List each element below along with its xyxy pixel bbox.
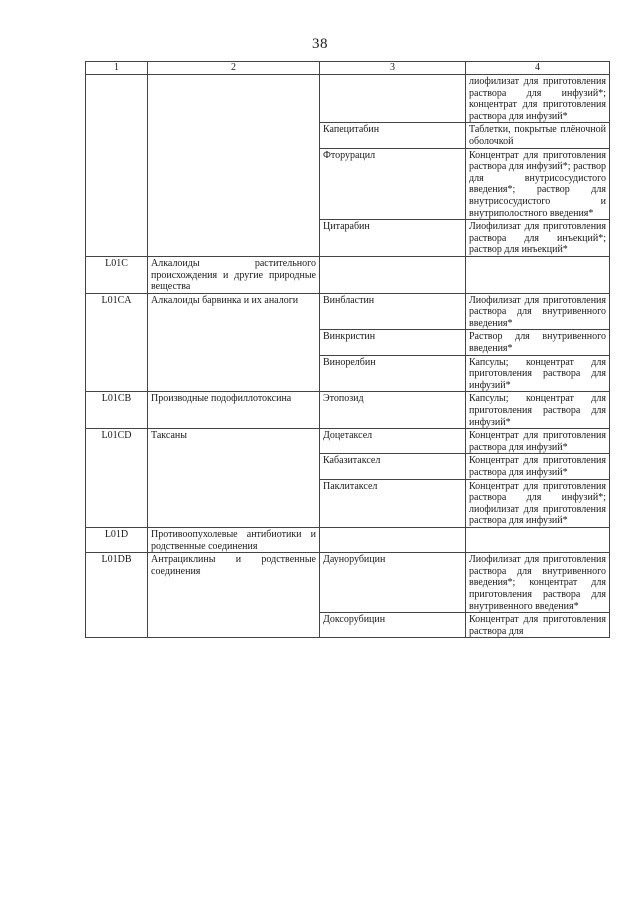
drug-name-cell: Винорелбин [320,355,466,392]
atc-code-cell: L01CA [86,293,148,392]
table-row [86,553,610,613]
header-col-1: 1 [86,62,148,75]
drug-name-cell: Капецитабин [320,123,466,148]
atc-code-cell: L01CD [86,429,148,528]
group-name-cell: Алкалоиды барвинка и их аналоги [148,293,320,392]
drug-name-cell: Цитарабин [320,220,466,257]
table-row [86,527,610,552]
drug-name-cell [320,527,466,552]
drug-table [85,61,610,638]
dosage-form-cell: лиофилизат для приготовления раствора для инфузий*; концентрат для приготовления раствора для инфузий* [466,75,610,123]
dosage-form-cell: Раствор для внутривенного введения* [466,330,610,355]
drug-name-cell: Паклитаксел [320,479,466,527]
drug-name-cell: Доцетаксел [320,429,466,454]
table-header-row [86,62,610,75]
group-name-cell: Таксаны [148,429,320,528]
group-name-cell: Противоопухолевые антибиотики и родственные соединения [148,527,320,552]
drug-name-cell: Доксорубицин [320,613,466,638]
drug-name-cell [320,256,466,293]
drug-name-cell: Винбластин [320,293,466,330]
drug-name-cell [320,75,466,123]
page-number: 38 [312,36,328,52]
header-col-4: 4 [466,62,610,75]
atc-code-cell: L01CB [86,392,148,429]
atc-code-cell [86,75,148,257]
drug-name-cell: Даунорубицин [320,553,466,613]
table-row [86,429,610,454]
group-name-cell: Антрациклины и родственные соединения [148,553,320,638]
dosage-form-cell: Капсулы; концентрат для приготовления раствора для инфузий* [466,392,610,429]
table-row [86,293,610,330]
dosage-form-cell: Лиофилизат для приготовления раствора для внутривенного введения* [466,293,610,330]
dosage-form-cell [466,527,610,552]
drug-name-cell: Кабазитаксел [320,454,466,479]
dosage-form-cell: Концентрат для приготовления раствора для инфузий* [466,454,610,479]
dosage-form-cell: Лиофилизат для приготовления раствора для инъекций*; раствор для инъекций* [466,220,610,257]
dosage-form-cell: Капсулы; концентрат для приготовления раствора для инфузий* [466,355,610,392]
header-col-2: 2 [148,62,320,75]
drug-name-cell: Этопозид [320,392,466,429]
drug-name-cell: Винкристин [320,330,466,355]
group-name-cell [148,75,320,257]
dosage-form-cell: Концентрат для приготовления раствора для инфузий* [466,429,610,454]
dosage-form-cell: Лиофилизат для приготовления раствора для внутривенного введения*; концентрат для приготовления раствора для внутривенного введения* [466,553,610,613]
atc-code-cell: L01C [86,256,148,293]
dosage-form-cell: Концентрат для приготовления раствора для инфузий*; лиофилизат для приготовления раствора для инфузий* [466,479,610,527]
table-row [86,256,610,293]
atc-code-cell: L01D [86,527,148,552]
group-name-cell: Производные подофиллотоксина [148,392,320,429]
header-col-3: 3 [320,62,466,75]
dosage-form-cell: Таблетки, покрытые плёночной оболочкой [466,123,610,148]
atc-code-cell: L01DB [86,553,148,638]
table-row [86,75,610,123]
dosage-form-cell [466,256,610,293]
drug-name-cell: Фторурацил [320,148,466,220]
dosage-form-cell: Концентрат для приготовления раствора для инфузий*; раствор для внутрисосудистого введения*; раствор для внутрисосудистого и внутриполостного введения* [466,148,610,220]
table-row [86,392,610,429]
dosage-form-cell: Концентрат для приготовления раствора для [466,613,610,638]
group-name-cell: Алкалоиды растительного происхождения и другие природные вещества [148,256,320,293]
